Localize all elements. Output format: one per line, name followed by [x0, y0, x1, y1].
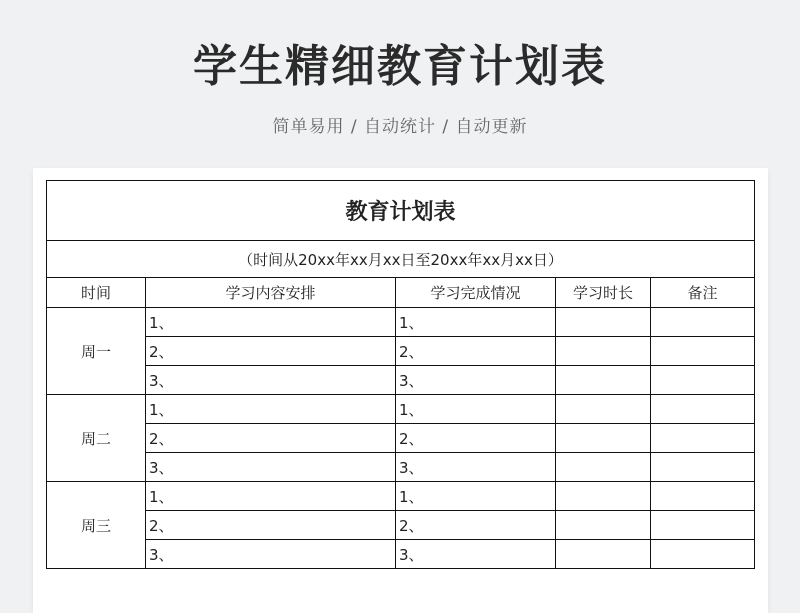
notes-cell[interactable] — [651, 482, 755, 511]
notes-cell[interactable] — [651, 395, 755, 424]
notes-cell[interactable] — [651, 337, 755, 366]
table-row — [47, 366, 755, 395]
duration-cell[interactable] — [556, 540, 651, 569]
column-header-duration[interactable]: 学习时长 — [556, 278, 651, 308]
notes-cell[interactable] — [651, 308, 755, 337]
notes-cell[interactable] — [651, 511, 755, 540]
duration-cell[interactable] — [556, 308, 651, 337]
completion-cell[interactable]: 2、 — [396, 511, 556, 540]
completion-cell[interactable]: 2、 — [396, 337, 556, 366]
content-cell[interactable]: 3、 — [146, 366, 396, 395]
completion-cell[interactable]: 2、 — [396, 424, 556, 453]
education-plan-table — [46, 180, 755, 569]
table-row — [47, 395, 755, 424]
content-cell[interactable]: 2、 — [146, 511, 396, 540]
page-subtitle: 简单易用 / 自动统计 / 自动更新 — [272, 117, 528, 137]
content-cell[interactable]: 3、 — [146, 453, 396, 482]
table-row — [47, 540, 755, 569]
completion-cell[interactable]: 1、 — [396, 308, 556, 337]
completion-cell[interactable]: 1、 — [396, 482, 556, 511]
date-range-row — [47, 241, 755, 278]
date-range-cell[interactable]: （时间从20xx年xx月xx日至20xx年xx月xx日） — [47, 241, 755, 278]
week-cell-monday[interactable]: 周一 — [47, 308, 146, 395]
table-title-cell[interactable]: 教育计划表 — [47, 181, 755, 241]
week-cell-wednesday[interactable]: 周三 — [47, 482, 146, 569]
notes-cell[interactable] — [651, 540, 755, 569]
table-row — [47, 337, 755, 366]
duration-cell[interactable] — [556, 482, 651, 511]
duration-cell[interactable] — [556, 511, 651, 540]
spreadsheet-sheet — [33, 168, 768, 613]
table-row — [47, 424, 755, 453]
column-header-time[interactable]: 时间 — [47, 278, 146, 308]
column-header-notes[interactable]: 备注 — [651, 278, 755, 308]
table-row — [47, 511, 755, 540]
duration-cell[interactable] — [556, 337, 651, 366]
page-title: 学生精细教育计划表 — [193, 41, 607, 92]
notes-cell[interactable] — [651, 453, 755, 482]
column-header-row — [47, 278, 755, 308]
completion-cell[interactable]: 3、 — [396, 453, 556, 482]
content-cell[interactable]: 1、 — [146, 395, 396, 424]
content-cell[interactable]: 3、 — [146, 540, 396, 569]
week-cell-tuesday[interactable]: 周二 — [47, 395, 146, 482]
column-header-content[interactable]: 学习内容安排 — [146, 278, 396, 308]
duration-cell[interactable] — [556, 453, 651, 482]
content-cell[interactable]: 1、 — [146, 308, 396, 337]
content-cell[interactable]: 2、 — [146, 424, 396, 453]
column-header-completion[interactable]: 学习完成情况 — [396, 278, 556, 308]
content-cell[interactable]: 2、 — [146, 337, 396, 366]
notes-cell[interactable] — [651, 424, 755, 453]
duration-cell[interactable] — [556, 366, 651, 395]
completion-cell[interactable]: 3、 — [396, 366, 556, 395]
notes-cell[interactable] — [651, 366, 755, 395]
table-title-row — [47, 181, 755, 241]
duration-cell[interactable] — [556, 395, 651, 424]
content-cell[interactable]: 1、 — [146, 482, 396, 511]
table-row — [47, 453, 755, 482]
duration-cell[interactable] — [556, 424, 651, 453]
completion-cell[interactable]: 1、 — [396, 395, 556, 424]
table-row — [47, 482, 755, 511]
table-row — [47, 308, 755, 337]
completion-cell[interactable]: 3、 — [396, 540, 556, 569]
